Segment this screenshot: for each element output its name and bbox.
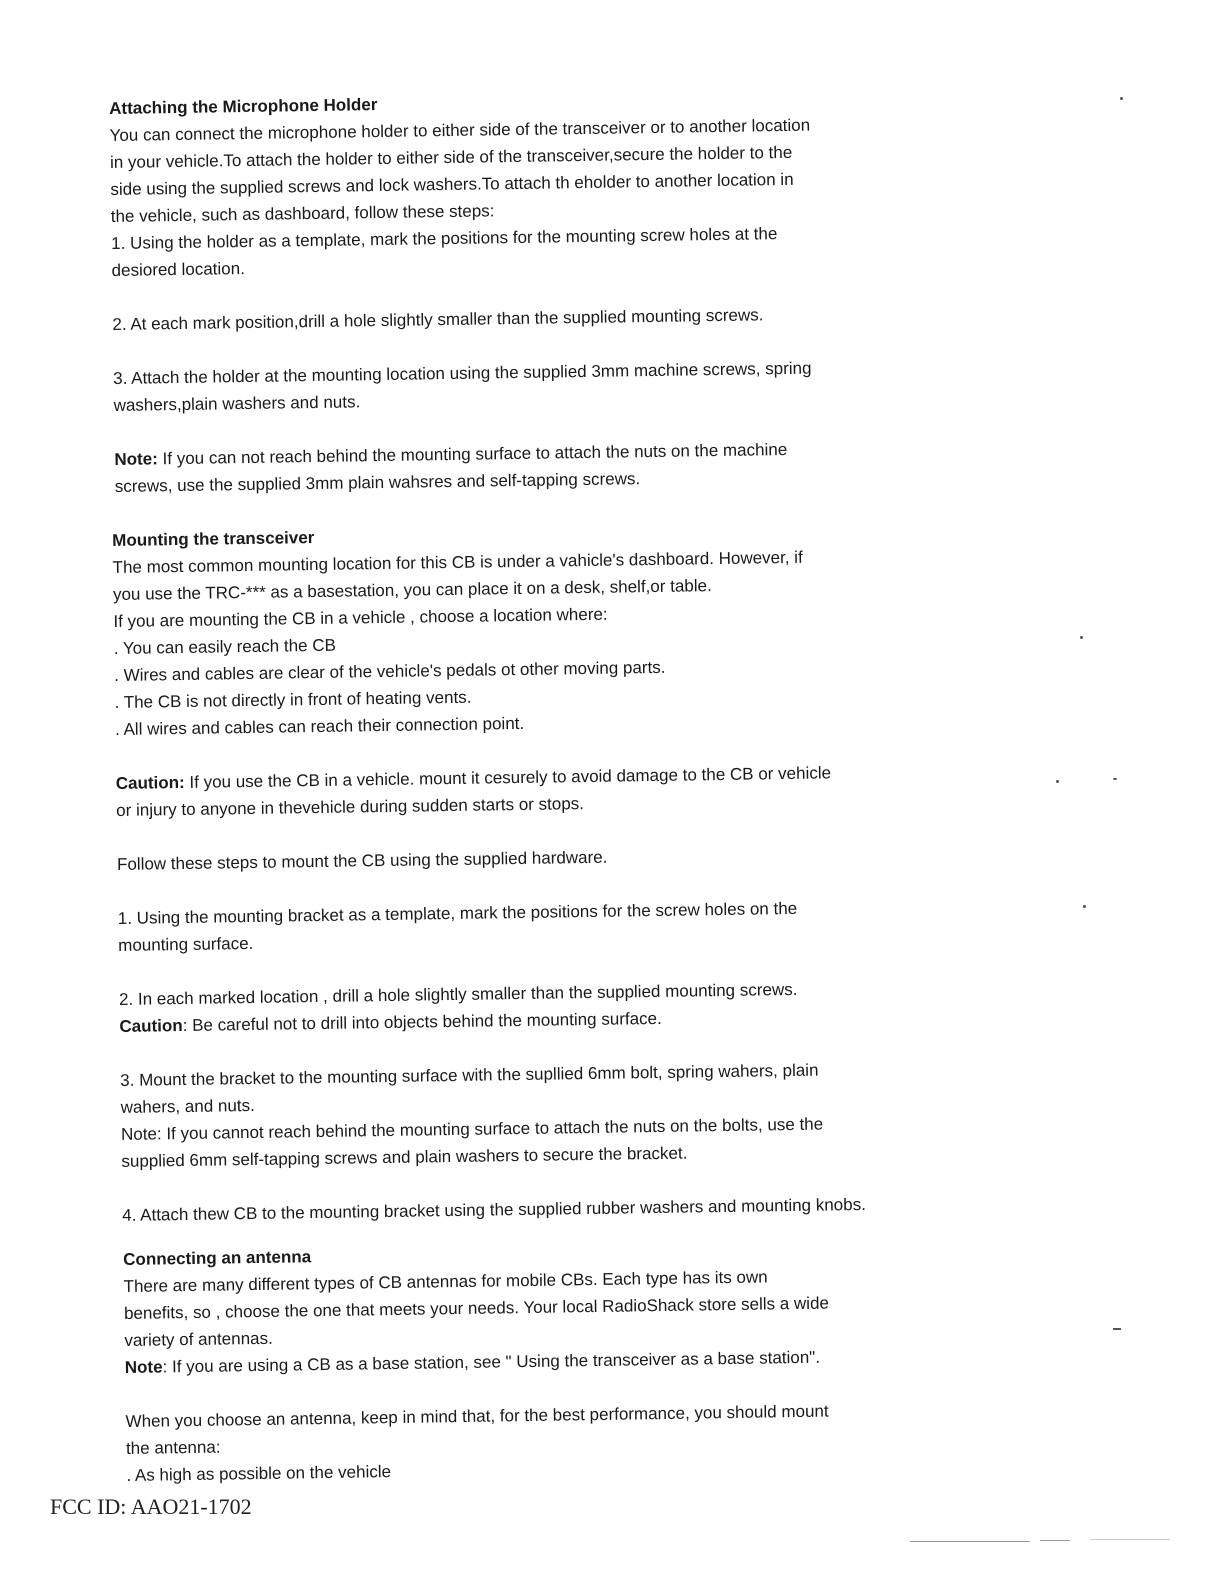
paragraph-line: desiored location. [111, 259, 245, 280]
paragraph-line: side using the supplied screws and lock washers.To attach th eholder to another location in [110, 169, 794, 199]
section-heading: Mounting the transceiver [112, 528, 315, 550]
step-line: 2. At each mark position,drill a hole slightly smaller than the supplied mounting screws. [112, 305, 764, 334]
scan-speck [1083, 905, 1086, 908]
step-line: wahers, and nuts. [120, 1095, 255, 1117]
paragraph-line: Follow these steps to mount the CB using the supplied hardware. [116, 847, 608, 874]
section-heading: Attaching the Microphone Holder [109, 95, 378, 118]
caution-text: If you use the CB in a vehicle. mount it cesurely to avoid damage to the CB or vehicle [184, 763, 832, 792]
note-line: screws, use the supplied 3mm plain wahsres and self-tapping screws. [114, 469, 641, 496]
section-mounting-transceiver [112, 516, 866, 1229]
caution-text: : Be careful not to drill into objects behind the mounting surface. [182, 1008, 662, 1036]
paragraph-line: When you choose an antenna, keep in mind that, for the best performance, you should mount [125, 1401, 829, 1431]
note-line: supplied 6mm self-tapping screws and plain washers to secure the bracket. [121, 1143, 688, 1171]
scan-dash [1040, 1540, 1070, 1541]
paragraph-line: There are many different types of CB antennas for mobile CBs. Each type has its own [123, 1267, 768, 1296]
scan-speck [1120, 97, 1123, 100]
caution-label: Caution [119, 1016, 183, 1036]
note-line: Note: If you cannot reach behind the mounting surface to attach the nuts on the bolts, use the [120, 1114, 824, 1144]
step-line: 3. Mount the bracket to the mounting surface with the supllied 6mm bolt, spring wahers, plain [120, 1060, 819, 1090]
list-item: . The CB is not directly in front of heating vents. [114, 687, 472, 712]
step-line: 3. Attach the holder at the mounting location using the supplied 3mm machine screws, spring [113, 358, 812, 388]
section-microphone-holder [109, 85, 816, 500]
section-connecting-antenna [123, 1236, 832, 1489]
note-label: Note: [114, 449, 158, 469]
list-item: . As high as possible on the vehicle [126, 1462, 392, 1485]
caution-label: Caution: [115, 772, 185, 793]
note-text: : If you are using a CB as a base station, see " Using the transceiver as a base station". [162, 1347, 821, 1377]
step-line: 4. Attach thew CB to the mounting bracket using the supplied rubber washers and mounting knobs. [122, 1194, 867, 1225]
scan-speck [1056, 780, 1059, 783]
scan-dash [910, 1541, 1030, 1542]
note-text: If you can not reach behind the mounting surface to attach the nuts on the machine [157, 439, 788, 469]
step-line: 1. Using the mounting bracket as a template, mark the positions for the screw holes on the [117, 898, 798, 928]
paragraph-line: the antenna: [125, 1437, 221, 1458]
paragraph-line: variety of antennas. [124, 1328, 273, 1350]
paragraph-line: benefits, so , choose the one that meets your needs. Your local RadioShack store sells a wide [123, 1293, 830, 1323]
paragraph-line: the vehicle, such as dashboard, follow these steps: [110, 201, 495, 226]
paragraph-line: 1. Using the holder as a template, mark the positions for the mounting screw holes at the [111, 224, 778, 253]
paragraph-line: You can connect the microphone holder to either side of the transceiver or to another location [109, 115, 811, 145]
paragraph-line: in your vehicle.To attach the holder to either side of the transceiver,secure the holder to the [109, 142, 793, 172]
scan-speck [1113, 1328, 1121, 1330]
paragraph-line: The most common mounting location for this CB is under a vahicle's dashboard. However, if [112, 547, 803, 577]
paragraph-line: If you are mounting the CB in a vehicle , choose a location where: [113, 604, 608, 631]
scan-speck [1080, 636, 1083, 639]
list-item: . You can easily reach the CB [113, 635, 337, 658]
step-line: washers,plain washers and nuts. [113, 392, 361, 415]
fcc-id-footer: FCC ID: AAO21-1702 [50, 1494, 252, 1519]
paragraph-line: you use the TRC-*** as a basestation, you can place it on a desk, shelf,or table. [112, 576, 712, 604]
scan-dash [1090, 1539, 1170, 1540]
scan-speck [1113, 778, 1117, 780]
section-heading: Connecting an antenna [123, 1247, 312, 1269]
step-line: 2. In each marked location , drill a hole slightly smaller than the supplied mounting screws. [118, 979, 798, 1009]
step-line: mounting surface. [118, 933, 254, 955]
caution-line: or injury to anyone in thevehicle during sudden starts or stops. [116, 794, 585, 820]
list-item: . All wires and cables can reach their connection point. [114, 713, 525, 739]
note-label: Note [124, 1357, 163, 1377]
list-item: . Wires and cables are clear of the vehicle's pedals ot other moving parts. [114, 657, 666, 685]
